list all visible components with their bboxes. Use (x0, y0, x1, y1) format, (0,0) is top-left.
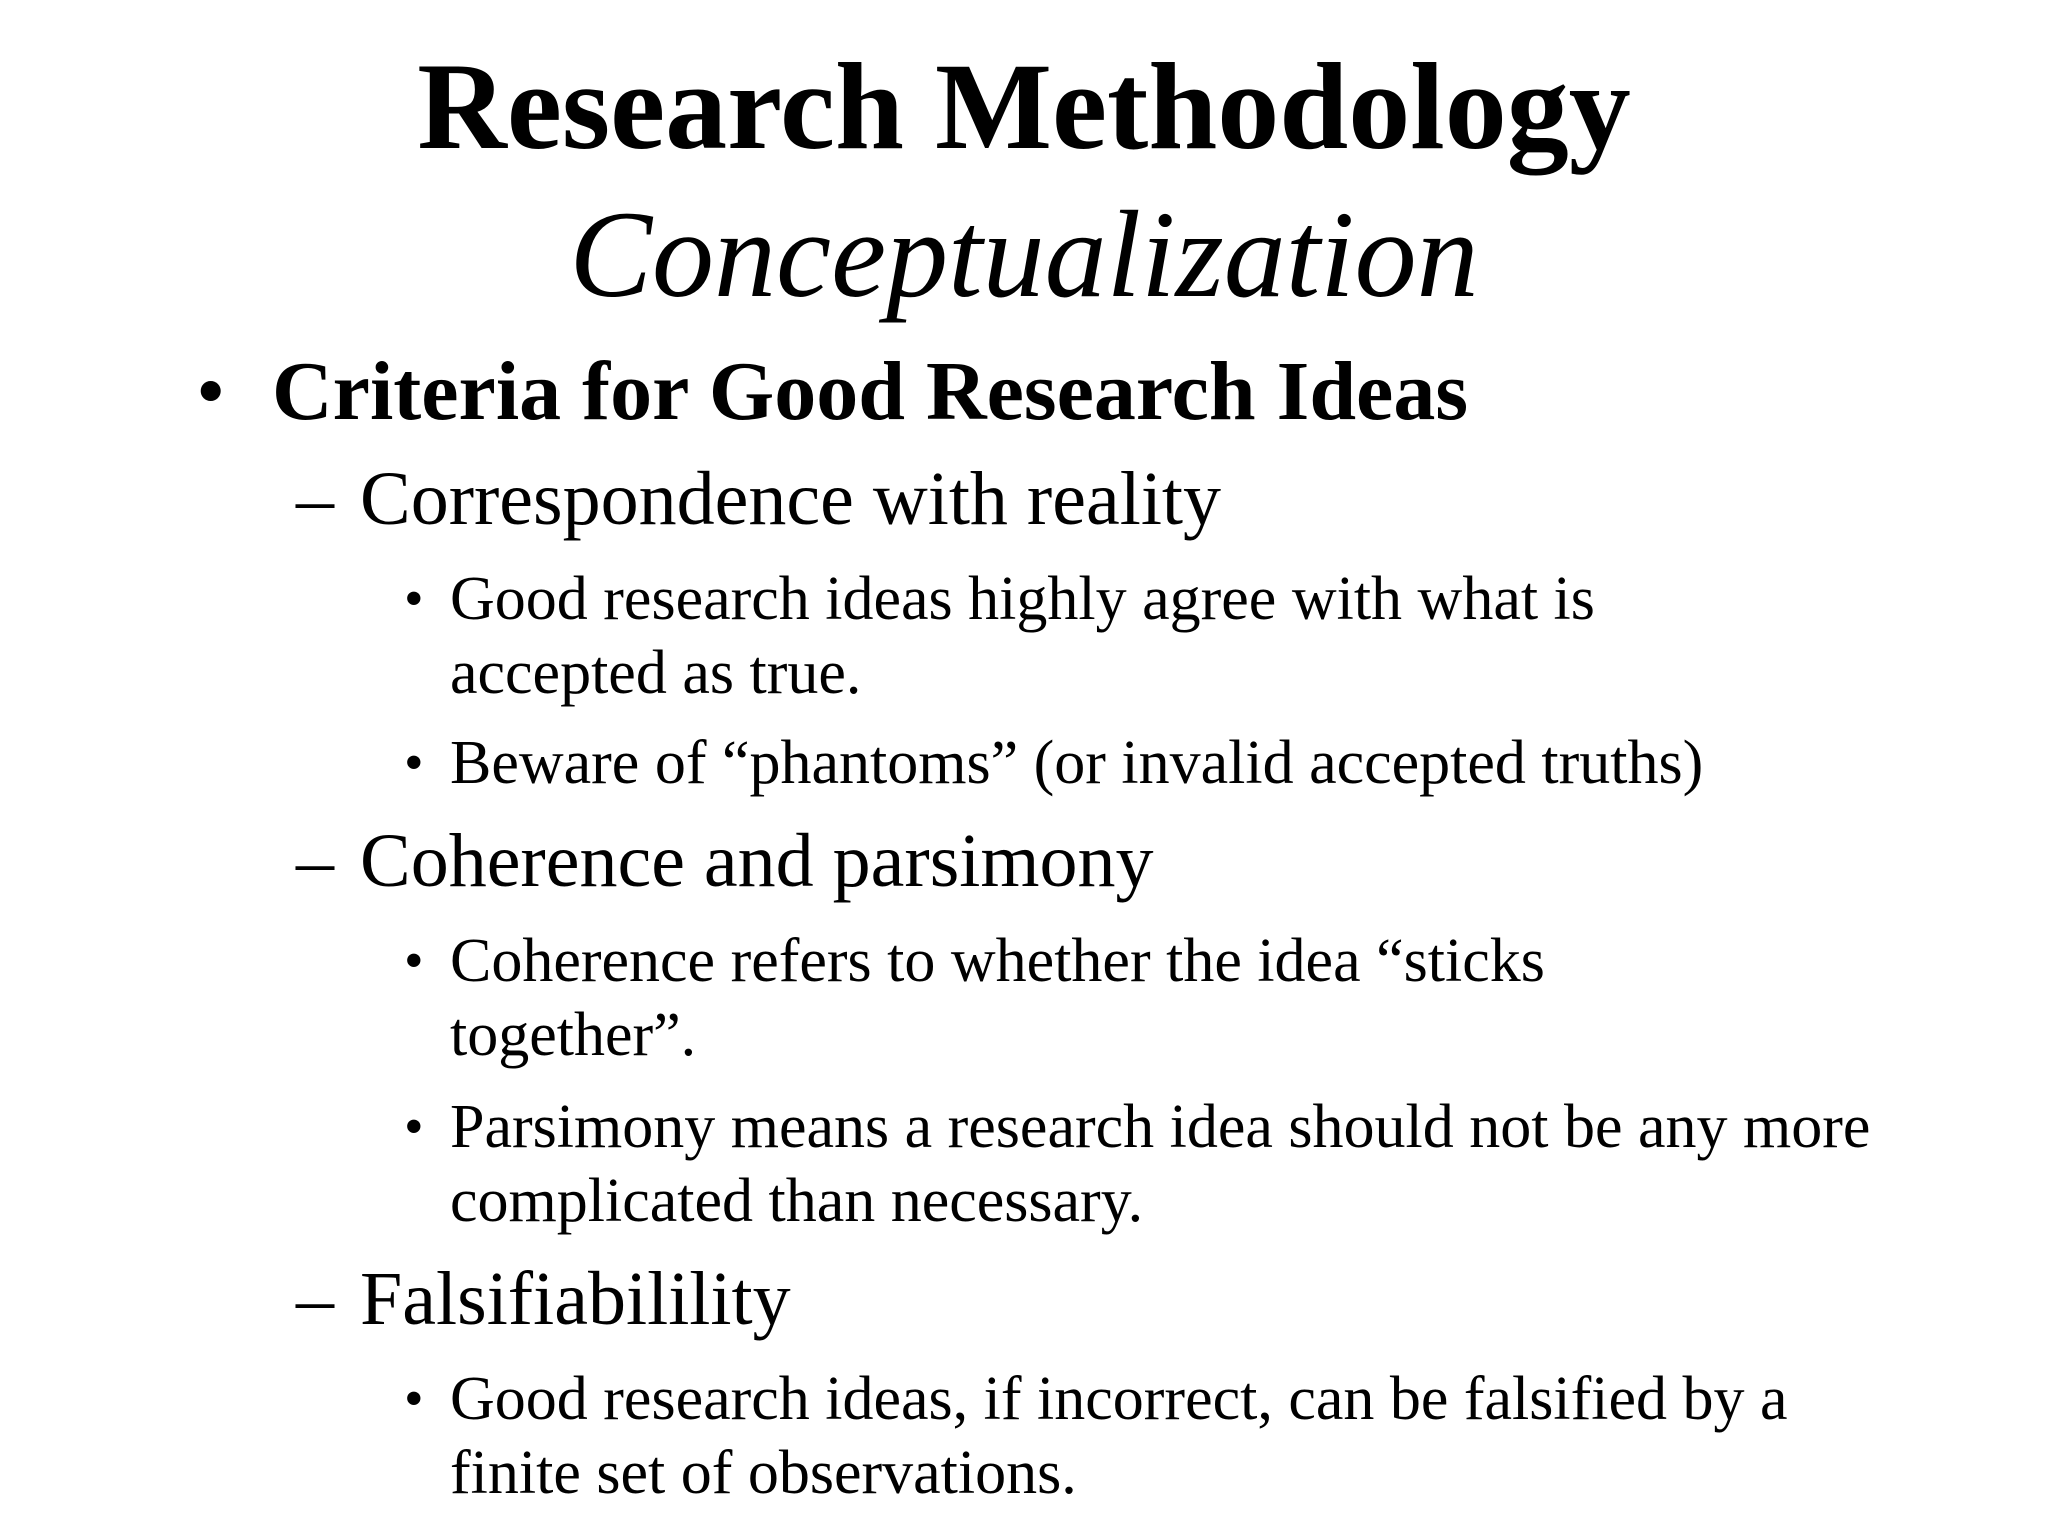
bullet-icon: • (404, 732, 424, 794)
section-correspondence (296, 456, 1221, 543)
dash-icon: – (296, 1257, 334, 1341)
bullet-icon: • (404, 1368, 424, 1430)
bullet-icon: • (404, 930, 424, 992)
section-falsifiability (296, 1256, 791, 1343)
bullet-icon: • (196, 345, 226, 438)
criteria-heading (196, 344, 1468, 441)
point-text: Coherence refers to whether the idea “sticks together”. (450, 927, 1545, 1069)
section-label: Coherence and parsimony (360, 819, 1154, 903)
dash-icon: – (296, 819, 334, 903)
point-coherence-1 (404, 924, 1744, 1072)
point-correspondence-1 (404, 562, 1804, 710)
bullet-icon: • (404, 568, 424, 630)
slide-title: Research Methodology (417, 38, 1631, 175)
section-coherence (296, 818, 1154, 905)
point-text: Good research ideas, if incorrect, can be falsified by a finite set of observations. (450, 1365, 1788, 1507)
criteria-heading-text: Criteria for Good Research Ideas (272, 345, 1469, 438)
point-text: Good research ideas highly agree with what is accepted as true. (450, 565, 1595, 707)
point-text: Parsimony means a research idea should not be any more complicated than necessary. (450, 1093, 1871, 1235)
point-correspondence-2 (404, 726, 2004, 800)
section-label: Falsifiabilility (360, 1257, 791, 1341)
point-text: Beware of “phantoms” (or invalid accepted truths) (450, 729, 1704, 797)
slide-subtitle: Conceptualization (569, 186, 1479, 323)
point-coherence-2 (404, 1090, 1964, 1238)
dash-icon: – (296, 457, 334, 541)
section-label: Correspondence with reality (360, 457, 1222, 541)
bullet-icon: • (404, 1096, 424, 1158)
point-falsifiability-1 (404, 1362, 1884, 1510)
